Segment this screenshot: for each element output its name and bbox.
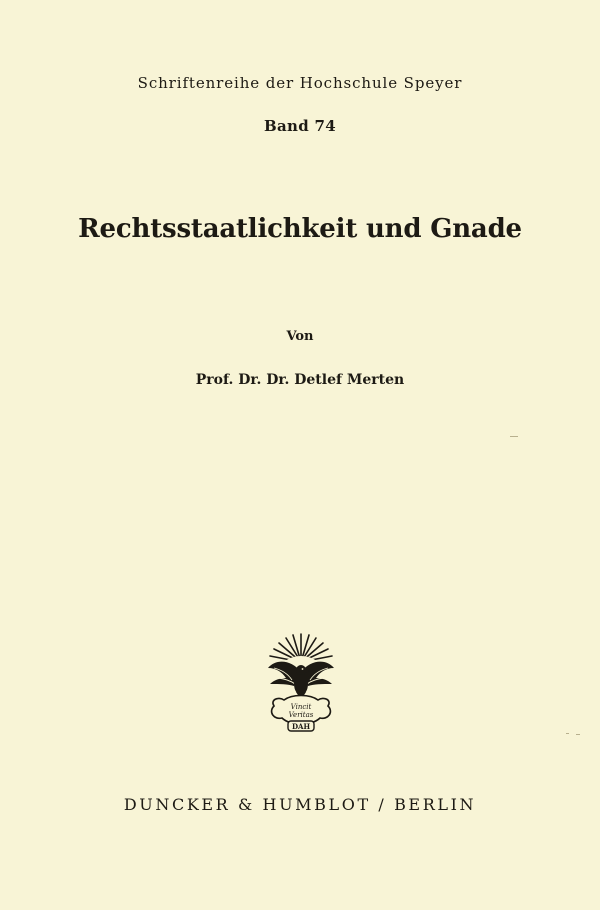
publisher-imprint: DUNCKER & HUMBLOT / BERLIN xyxy=(123,795,477,814)
logo-monogram: DAH xyxy=(291,722,311,731)
paper-speck xyxy=(576,734,580,735)
book-title: Rechtsstaatlichkeit und Gnade xyxy=(78,214,522,244)
paper-speck xyxy=(510,436,518,437)
volume-number: Band 74 xyxy=(264,117,336,135)
eagle-publisher-emblem-icon xyxy=(262,632,340,732)
by-label: Von xyxy=(286,329,314,344)
motto-line-2: Veritas xyxy=(288,711,314,719)
author-name: Prof. Dr. Dr. Detlef Merten xyxy=(195,372,405,388)
series-title: Schriftenreihe der Hochschule Speyer xyxy=(137,74,463,92)
paper-speck xyxy=(566,733,569,734)
motto-line-1: Vincit xyxy=(290,703,312,711)
